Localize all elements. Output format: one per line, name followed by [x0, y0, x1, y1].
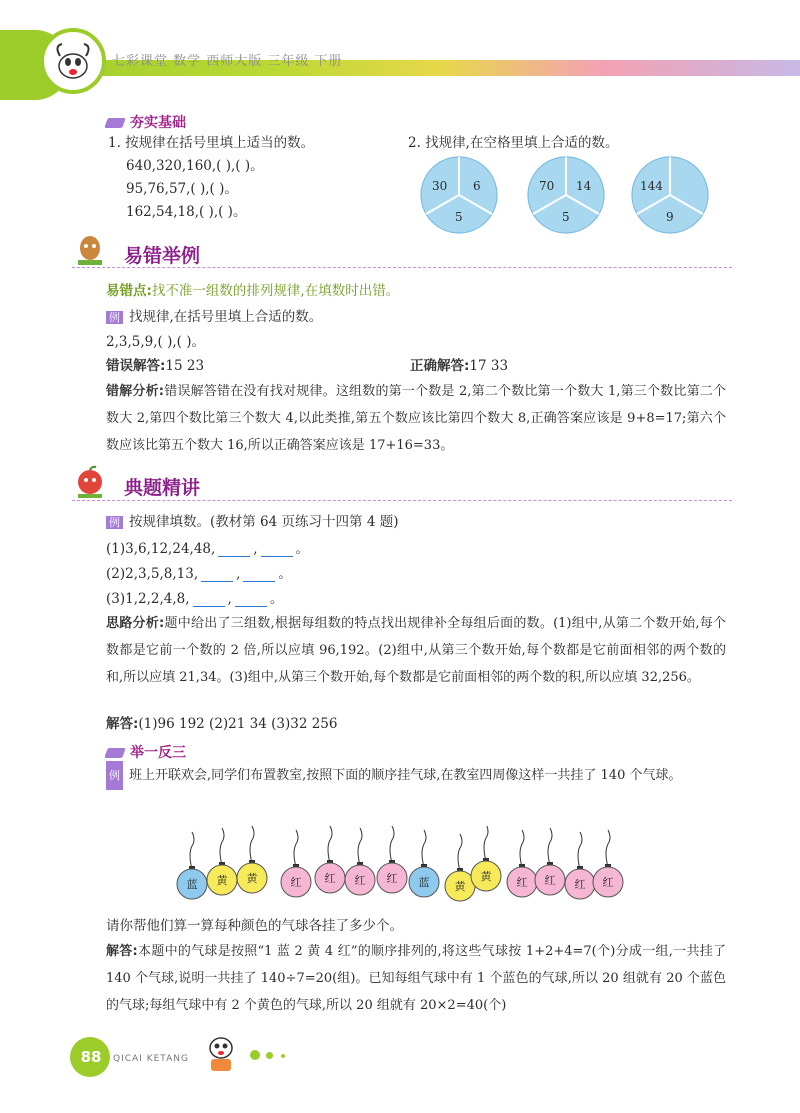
- sequence-text: (2)2,3,5,8,13,: [106, 566, 199, 582]
- answer-blank[interactable]: [261, 545, 293, 557]
- section-heading-basics: [106, 112, 186, 132]
- practice-example: [106, 761, 726, 790]
- q2-prompt: 2. 找规律,在空格里填上合适的数。: [408, 135, 619, 151]
- section-title-examples: 典题精讲: [124, 477, 201, 499]
- balloon-row: [170, 826, 630, 916]
- pencil-icon: [104, 748, 126, 758]
- analysis-paragraph: [106, 378, 726, 459]
- analysis-text: 错误解答错在没有找对规律。这组数的第一个数是 2,第二个数比第一个数大 1,第三个数比第二个数大 2,第四个数比第三个数大 4,以此类推,第五个数应该比第四个数大 8,正确答案应该是 9+8=17;第六个数应该比第五个数大 16,所以正确答案应该是 17+16=33。: [106, 384, 726, 453]
- sequence-item: (2)2,3,5,8,13, , 。: [106, 566, 292, 582]
- section-title: 夯实基础: [130, 115, 186, 131]
- pencil-icon: [104, 118, 126, 128]
- apple-mascot-icon: [72, 464, 108, 504]
- section-heading-practice: [106, 742, 186, 762]
- q1-line: 162,54,18,( ),( )。: [126, 204, 247, 220]
- balloon: [345, 828, 375, 895]
- thinking-text: 题中给出了三组数,根据每组数的特点找出规律补全每组后面的数。(1)组中,从第二个数开始,每个数都是它前一个数的 2 倍,所以应填 96,192。(2)组中,从第三个数开始,每个数都是它前面相邻的两个数的和,所以应填 21,34。(3)组中,从第三个数开始,每个数都是它前面相邻的两个数的积,所以应填 32,256。: [106, 616, 727, 685]
- decor-dot: [266, 1052, 273, 1059]
- balloon-label: 黄: [216, 874, 228, 887]
- balloon: [507, 830, 537, 897]
- balloon-label: 黄: [480, 870, 492, 883]
- circle-value: 6: [473, 179, 481, 193]
- answer-blank[interactable]: [193, 595, 225, 607]
- decor-dot: [250, 1050, 260, 1060]
- balloon-label: 红: [544, 874, 556, 887]
- thinking-paragraph: [106, 610, 726, 691]
- circle-value: 30: [432, 179, 448, 193]
- footer-mascot-icon: [198, 1030, 244, 1080]
- example-text: 班上开联欢会,同学们布置教室,按照下面的顺序挂气球,在教室四周像这样一共挂了 140 个气球。: [129, 768, 682, 783]
- pitfall-line: [106, 285, 399, 299]
- q1-prompt: 1. 按规律在括号里填上适当的数。: [108, 135, 315, 151]
- sequence-item: (3)1,2,2,4,8, , 。: [106, 591, 284, 607]
- sequence-text: (3)1,2,2,4,8,: [106, 591, 190, 607]
- balloon-label: 红: [516, 876, 528, 889]
- example-line: [106, 311, 322, 325]
- balloon: [315, 826, 345, 893]
- balloon-label: 蓝: [418, 876, 430, 889]
- wrong-answer: [106, 360, 204, 374]
- example-line: [106, 516, 398, 530]
- balloon: [177, 832, 207, 899]
- balloon-label: 红: [574, 878, 586, 891]
- decor-dot: [281, 1054, 285, 1058]
- answer-blank[interactable]: [235, 595, 267, 607]
- circle-value: 14: [576, 179, 592, 193]
- balloon: [281, 830, 311, 897]
- balloon: [445, 834, 475, 901]
- page-number: 88: [80, 1048, 102, 1066]
- number-circle: [419, 155, 499, 239]
- number-circle: [526, 155, 606, 239]
- analysis-label: 错解分析:: [106, 384, 165, 399]
- example-tag: 例: [106, 516, 123, 529]
- mistake-mascot-icon: [72, 232, 108, 272]
- balloon-label: 黄: [454, 880, 466, 893]
- thinking-label: 思路分析:: [106, 616, 165, 631]
- balloon: [207, 828, 237, 895]
- pitfall-text: 找不准一组数的排列规律,在填数时出错。: [151, 283, 400, 299]
- pitfall-label: 易错点:: [106, 283, 152, 299]
- circle-value: 144: [640, 179, 663, 193]
- answer-blank[interactable]: [243, 570, 275, 582]
- right-label: 正确解答:: [410, 358, 470, 374]
- wrong-value: 15 23: [165, 358, 205, 374]
- balloon: [409, 830, 439, 897]
- divider: [72, 267, 732, 269]
- balloon-label: 红: [290, 876, 302, 889]
- footer-brand: QICAI KETANG: [113, 1054, 189, 1064]
- balloon-label: 红: [324, 872, 336, 885]
- balloon: [535, 828, 565, 895]
- divider: [72, 500, 732, 502]
- circle-value: 5: [455, 210, 463, 224]
- example-sequence: 2,3,5,9,( ),( )。: [106, 334, 205, 350]
- answer-blank[interactable]: [201, 570, 233, 582]
- balloon-label: 蓝: [186, 878, 198, 891]
- balloon-label: 红: [354, 874, 366, 887]
- balloon: [377, 826, 407, 893]
- solution-paragraph: [106, 938, 726, 1019]
- circle-value: 70: [539, 179, 555, 193]
- right-value: 17 33: [469, 358, 509, 374]
- balloon: [593, 830, 623, 897]
- q1-line: 95,76,57,( ),( )。: [126, 181, 238, 197]
- answer-blank[interactable]: [218, 545, 250, 557]
- answer-line: [106, 718, 337, 732]
- balloon: [471, 826, 501, 891]
- q1-line: 640,320,160,( ),( )。: [126, 158, 264, 174]
- question-text: 请你帮他们算一算每种颜色的气球各挂了多少个。: [106, 918, 403, 934]
- balloon-label: 黄: [246, 872, 258, 885]
- answer-label: 解答:: [106, 716, 139, 732]
- section-title-mistakes: 易错举例: [124, 245, 201, 267]
- section-title: 举一反三: [130, 745, 186, 761]
- solution-label: 解答:: [106, 944, 138, 959]
- example-tag: 例: [106, 311, 123, 324]
- mascot-logo: [40, 28, 106, 94]
- sequence-item: (1)3,6,12,24,48, , 。: [106, 541, 310, 557]
- solution-text: 本题中的气球是按照“1 蓝 2 黄 4 红”的顺序排列的,将这些气球按 1+2+4=7(个)分成一组,一共挂了 140 个气球,说明一共挂了 140÷7=20(组)。已知每组气球中有 1 个蓝色的气球,所以 20 组就有 20 个蓝色的气球;每组气球中有 2 个黄色的气球,所以 20 组就有 20×2=40(个): [106, 944, 727, 1013]
- example-prompt: 找规律,在括号里填上合适的数。: [129, 309, 323, 325]
- right-answer: [410, 360, 508, 374]
- number-circle: [630, 155, 710, 239]
- balloon: [565, 832, 595, 899]
- answer-text: (1)96 192 (2)21 34 (3)32 256: [138, 716, 338, 732]
- balloon-label: 红: [602, 876, 614, 889]
- balloon-label: 红: [386, 872, 398, 885]
- wrong-label: 错误解答:: [106, 358, 166, 374]
- example-tag: 例: [106, 761, 123, 790]
- example-prompt: 按规律填数。(教材第 64 页练习十四第 4 题): [129, 514, 399, 530]
- header-title: 七彩课堂 数学 西师大版 三年级 下册: [112, 54, 343, 69]
- sequence-text: (1)3,6,12,24,48,: [106, 541, 216, 557]
- balloon: [237, 826, 267, 893]
- circle-value: 5: [562, 210, 570, 224]
- circle-value: 9: [666, 210, 674, 224]
